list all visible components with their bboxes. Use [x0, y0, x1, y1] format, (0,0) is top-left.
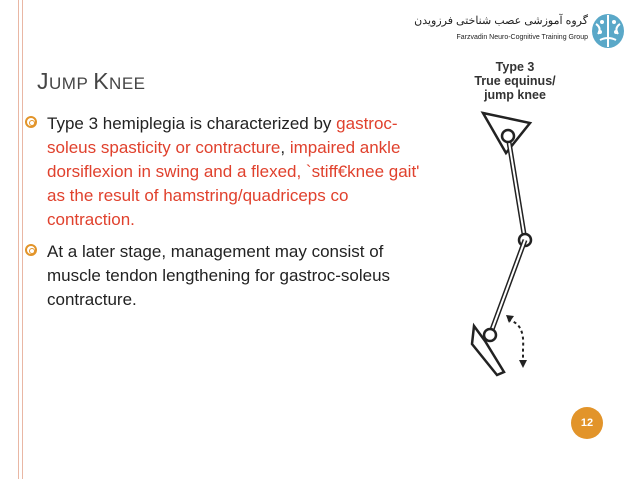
- logo-farsi-text: گروه آموزشی عصب شناختی فرزویدن: [414, 15, 588, 27]
- logo: [414, 12, 628, 52]
- slide-title: JUMP KNEE: [37, 68, 146, 94]
- bullet-text: At a later stage, management may consist of muscle tendon lengthening for gastroc-soleus contracture.: [47, 242, 391, 309]
- hip-joint: [502, 130, 514, 142]
- page-number-badge: 12: [571, 407, 603, 439]
- bullet-item: [22, 240, 422, 312]
- ankle-joint: [484, 329, 496, 341]
- bullet-list: [22, 112, 422, 320]
- bullet-text: Type 3 hemiplegia is characterized by gastroc-soleus spasticity or contracture, impaired ankle dorsiflexion in swing and a flexed, `stiff€knee gait' as the result of hamstring/quadriceps co contraction.: [47, 114, 420, 229]
- jump-knee-diagram: [450, 58, 580, 378]
- brain-logo-icon: [590, 12, 626, 50]
- motion-arrow-icon: [508, 320, 523, 363]
- logo-english-text: Farzvadin Neuro-Cognitive Training Group: [456, 34, 588, 41]
- left-border-line: [18, 0, 19, 479]
- bullet-icon: [25, 244, 37, 256]
- bullet-icon: [25, 116, 37, 128]
- bullet-item: [22, 112, 422, 232]
- figure-label: Type 3 True equinus/ jump knee: [474, 60, 556, 102]
